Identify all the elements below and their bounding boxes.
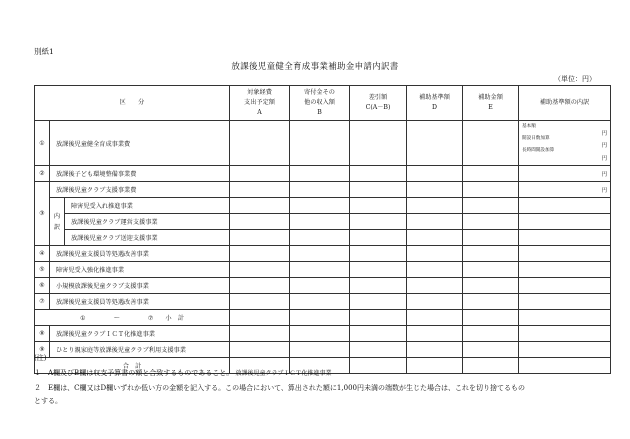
row-number: ⑧: [35, 326, 50, 342]
yen-label: 円: [601, 131, 608, 137]
row-number: ②: [35, 166, 50, 182]
note-2-line2: とする。: [34, 397, 62, 405]
row-number: ①: [35, 121, 50, 166]
cell-d[interactable]: [407, 294, 463, 310]
cell-e[interactable]: [463, 342, 519, 358]
document-title: 放課後児童健全育成事業補助金申請内訳書: [231, 62, 399, 72]
cell-c[interactable]: [350, 310, 407, 326]
yen-label: 円: [601, 188, 608, 194]
header-col-b: [290, 86, 350, 121]
cell-b[interactable]: [290, 230, 350, 246]
cell-a[interactable]: [230, 310, 290, 326]
remarks-cell[interactable]: [519, 310, 611, 326]
cell-b[interactable]: [290, 182, 350, 198]
cell-b[interactable]: [290, 166, 350, 182]
cell-e[interactable]: [463, 310, 519, 326]
subtotal-to: ⑦: [147, 315, 154, 322]
header-e-code: E: [488, 104, 493, 111]
cell-c[interactable]: [350, 262, 407, 278]
remarks-basic: 基本額: [522, 124, 536, 129]
row-number: ⑥: [35, 278, 50, 294]
table-row: [35, 166, 611, 182]
cell-a[interactable]: [230, 278, 290, 294]
header-col-a: [230, 86, 290, 121]
notes-heading: (注): [34, 354, 47, 362]
cell-b[interactable]: [290, 294, 350, 310]
header-f-line1: 補助基準額の内訳: [539, 99, 590, 106]
header-col-d: [407, 86, 463, 121]
cell-c[interactable]: [350, 121, 407, 166]
header-row: [35, 86, 611, 121]
table-row: [35, 182, 611, 198]
header-b-line1: 寄付金その: [304, 89, 335, 96]
table-row: [35, 198, 611, 214]
cell-c[interactable]: [350, 294, 407, 310]
cell-d[interactable]: [407, 246, 463, 262]
header-a-line1: 対象経費: [247, 89, 272, 96]
cell-e[interactable]: [463, 214, 519, 230]
remarks-cell[interactable]: [519, 278, 611, 294]
cell-b[interactable]: [290, 198, 350, 214]
cell-b[interactable]: [290, 342, 350, 358]
cell-a[interactable]: [230, 342, 290, 358]
cell-e[interactable]: [463, 166, 519, 182]
cell-e[interactable]: [463, 262, 519, 278]
total-label: 合 計: [35, 358, 230, 374]
row-label: 放課後児童クラブ運営支援事業: [65, 214, 230, 230]
row-label: 放課後児童支援員等処遇改善事業: [50, 294, 230, 310]
remarks-cell[interactable]: [519, 121, 611, 166]
form-id: 別紙1: [34, 47, 54, 56]
cell-d[interactable]: [407, 198, 463, 214]
cell-e[interactable]: [463, 182, 519, 198]
table-row: [35, 342, 611, 358]
breakdown-label: [50, 198, 65, 246]
cell-c[interactable]: [350, 326, 407, 342]
row-label: 放課後児童クラブＩＣＴ化推進事業: [50, 326, 230, 342]
note-1: [34, 368, 331, 378]
breakdown-label-bottom: 訳: [53, 223, 61, 231]
header-col-f: [519, 86, 611, 121]
cell-e[interactable]: [463, 198, 519, 214]
cell-a[interactable]: [230, 230, 290, 246]
table-row: [35, 246, 611, 262]
header-kubun-text: 区 分: [119, 99, 145, 106]
table-row: [35, 278, 611, 294]
table-row: [35, 121, 611, 166]
header-a-line2: 支出予定額: [244, 99, 275, 106]
row-number: ③: [35, 182, 50, 246]
cell-a[interactable]: [230, 262, 290, 278]
cell-d[interactable]: [407, 262, 463, 278]
cell-a[interactable]: [230, 121, 290, 166]
header-kubun: [35, 86, 230, 121]
cell-b[interactable]: [290, 278, 350, 294]
header-c-line1: 差引額: [368, 94, 388, 101]
cell-c[interactable]: [350, 278, 407, 294]
cell-d[interactable]: [407, 326, 463, 342]
row-label: 放課後児童支援員等処遇改善事業: [50, 246, 230, 262]
cell-e[interactable]: [463, 278, 519, 294]
header-d-code: D: [432, 104, 437, 111]
remarks-cell[interactable]: [519, 294, 611, 310]
row-number: ⑤: [35, 262, 50, 278]
cell-b[interactable]: [290, 246, 350, 262]
cell-a[interactable]: [230, 166, 290, 182]
yen-label: 円: [601, 172, 608, 178]
remarks-cell[interactable]: [519, 198, 611, 214]
cell-d[interactable]: [407, 278, 463, 294]
row-number: ⑦: [35, 294, 50, 310]
header-col-e: [463, 86, 519, 121]
row-label: 放課後子ども環境整備事業費: [50, 166, 230, 182]
cell-a[interactable]: [230, 326, 290, 342]
breakdown-label-top: 内: [53, 212, 61, 220]
header-e-line1: 補助金額: [478, 94, 503, 101]
unit-label: （単位：円）: [554, 75, 596, 83]
breakdown-table: [34, 85, 611, 374]
row-number: ④: [35, 246, 50, 262]
row-label: ひとり親家庭等放課後児童クラブ利用支援事業: [50, 342, 230, 358]
cell-b[interactable]: [290, 262, 350, 278]
row-label: 放課後児童クラブ支援事業費: [50, 182, 230, 198]
note-2-line1: ２ E欄は、C欄又はD欄いずれか低い方の金額を記入する。この場合において、算出された額に1,000円未満の端数が生じた場合は、これを切り捨てるもの: [34, 384, 525, 392]
table-row: [35, 326, 611, 342]
table-row: [35, 214, 611, 230]
cell-c[interactable]: [350, 358, 407, 374]
yen-label: 円: [601, 156, 608, 162]
cell-b[interactable]: [290, 214, 350, 230]
row-label: 放課後児童クラブ送迎支援事業: [65, 230, 230, 246]
remarks-cell[interactable]: [519, 358, 611, 374]
cell-e[interactable]: [463, 230, 519, 246]
header-d-line1: 補助基準額: [419, 94, 450, 101]
cell-a[interactable]: [230, 246, 290, 262]
row-label: 障害児受入れ推進事業: [65, 198, 230, 214]
cell-c[interactable]: [350, 182, 407, 198]
table-row: [35, 230, 611, 246]
note-1-extra: 放課後児童クラブＩＣＴ化推進事業: [235, 370, 332, 377]
cell-c[interactable]: [350, 342, 407, 358]
row-label: 放課後児童健全育成事業費: [50, 121, 230, 166]
header-b-code: B: [317, 109, 322, 116]
header-a-code: A: [257, 109, 262, 116]
cell-c[interactable]: [350, 214, 407, 230]
subtotal-tilde: ～: [113, 315, 120, 322]
row-label: 小規模放課後児童クラブ支援事業: [50, 278, 230, 294]
cell-a[interactable]: [230, 182, 290, 198]
cell-b[interactable]: [290, 310, 350, 326]
cell-d[interactable]: [407, 182, 463, 198]
cell-a[interactable]: [230, 214, 290, 230]
subtotal-text: 小 計: [165, 315, 184, 322]
cell-d[interactable]: [407, 166, 463, 182]
cell-c[interactable]: [350, 198, 407, 214]
cell-b[interactable]: [290, 326, 350, 342]
cell-b[interactable]: [290, 121, 350, 166]
cell-e[interactable]: [463, 121, 519, 166]
cell-d[interactable]: [407, 310, 463, 326]
cell-c[interactable]: [350, 246, 407, 262]
header-b-line2: 他の収入額: [304, 99, 335, 106]
cell-d[interactable]: [407, 230, 463, 246]
cell-e[interactable]: [463, 294, 519, 310]
note-1-main: １ A欄及びB欄は収支予算書の額と合致するものであること。: [34, 369, 234, 377]
subtotal-label: [35, 310, 230, 326]
cell-c[interactable]: [350, 166, 407, 182]
remarks-long-hours: 長時間開設加算: [522, 148, 555, 153]
cell-c[interactable]: [350, 230, 407, 246]
row-label: 障害児受入強化推進事業: [50, 262, 230, 278]
remarks-cell[interactable]: [519, 246, 611, 262]
cell-d[interactable]: [407, 214, 463, 230]
remarks-cell[interactable]: [519, 230, 611, 246]
remarks-cell[interactable]: [519, 262, 611, 278]
table-row: [35, 294, 611, 310]
header-col-c: [350, 86, 407, 121]
cell-e[interactable]: [463, 326, 519, 342]
remarks-cell[interactable]: [519, 214, 611, 230]
subtotal-from: ①: [80, 315, 86, 322]
remarks-days: 開設日数加算: [522, 136, 550, 141]
header-c-code: C(A－B): [365, 104, 391, 111]
cell-a[interactable]: [230, 198, 290, 214]
remarks-cell[interactable]: [519, 342, 611, 358]
subtotal-row: [35, 310, 611, 326]
cell-e[interactable]: [463, 358, 519, 374]
remarks-cell[interactable]: [519, 166, 611, 182]
row-number: ⑨: [35, 342, 50, 358]
remarks-cell[interactable]: [519, 326, 611, 342]
yen-label: 円: [601, 143, 608, 149]
cell-d[interactable]: [407, 121, 463, 166]
cell-d[interactable]: [407, 342, 463, 358]
table-row: [35, 262, 611, 278]
remarks-cell[interactable]: [519, 182, 611, 198]
cell-e[interactable]: [463, 246, 519, 262]
cell-d[interactable]: [407, 358, 463, 374]
cell-a[interactable]: [230, 294, 290, 310]
